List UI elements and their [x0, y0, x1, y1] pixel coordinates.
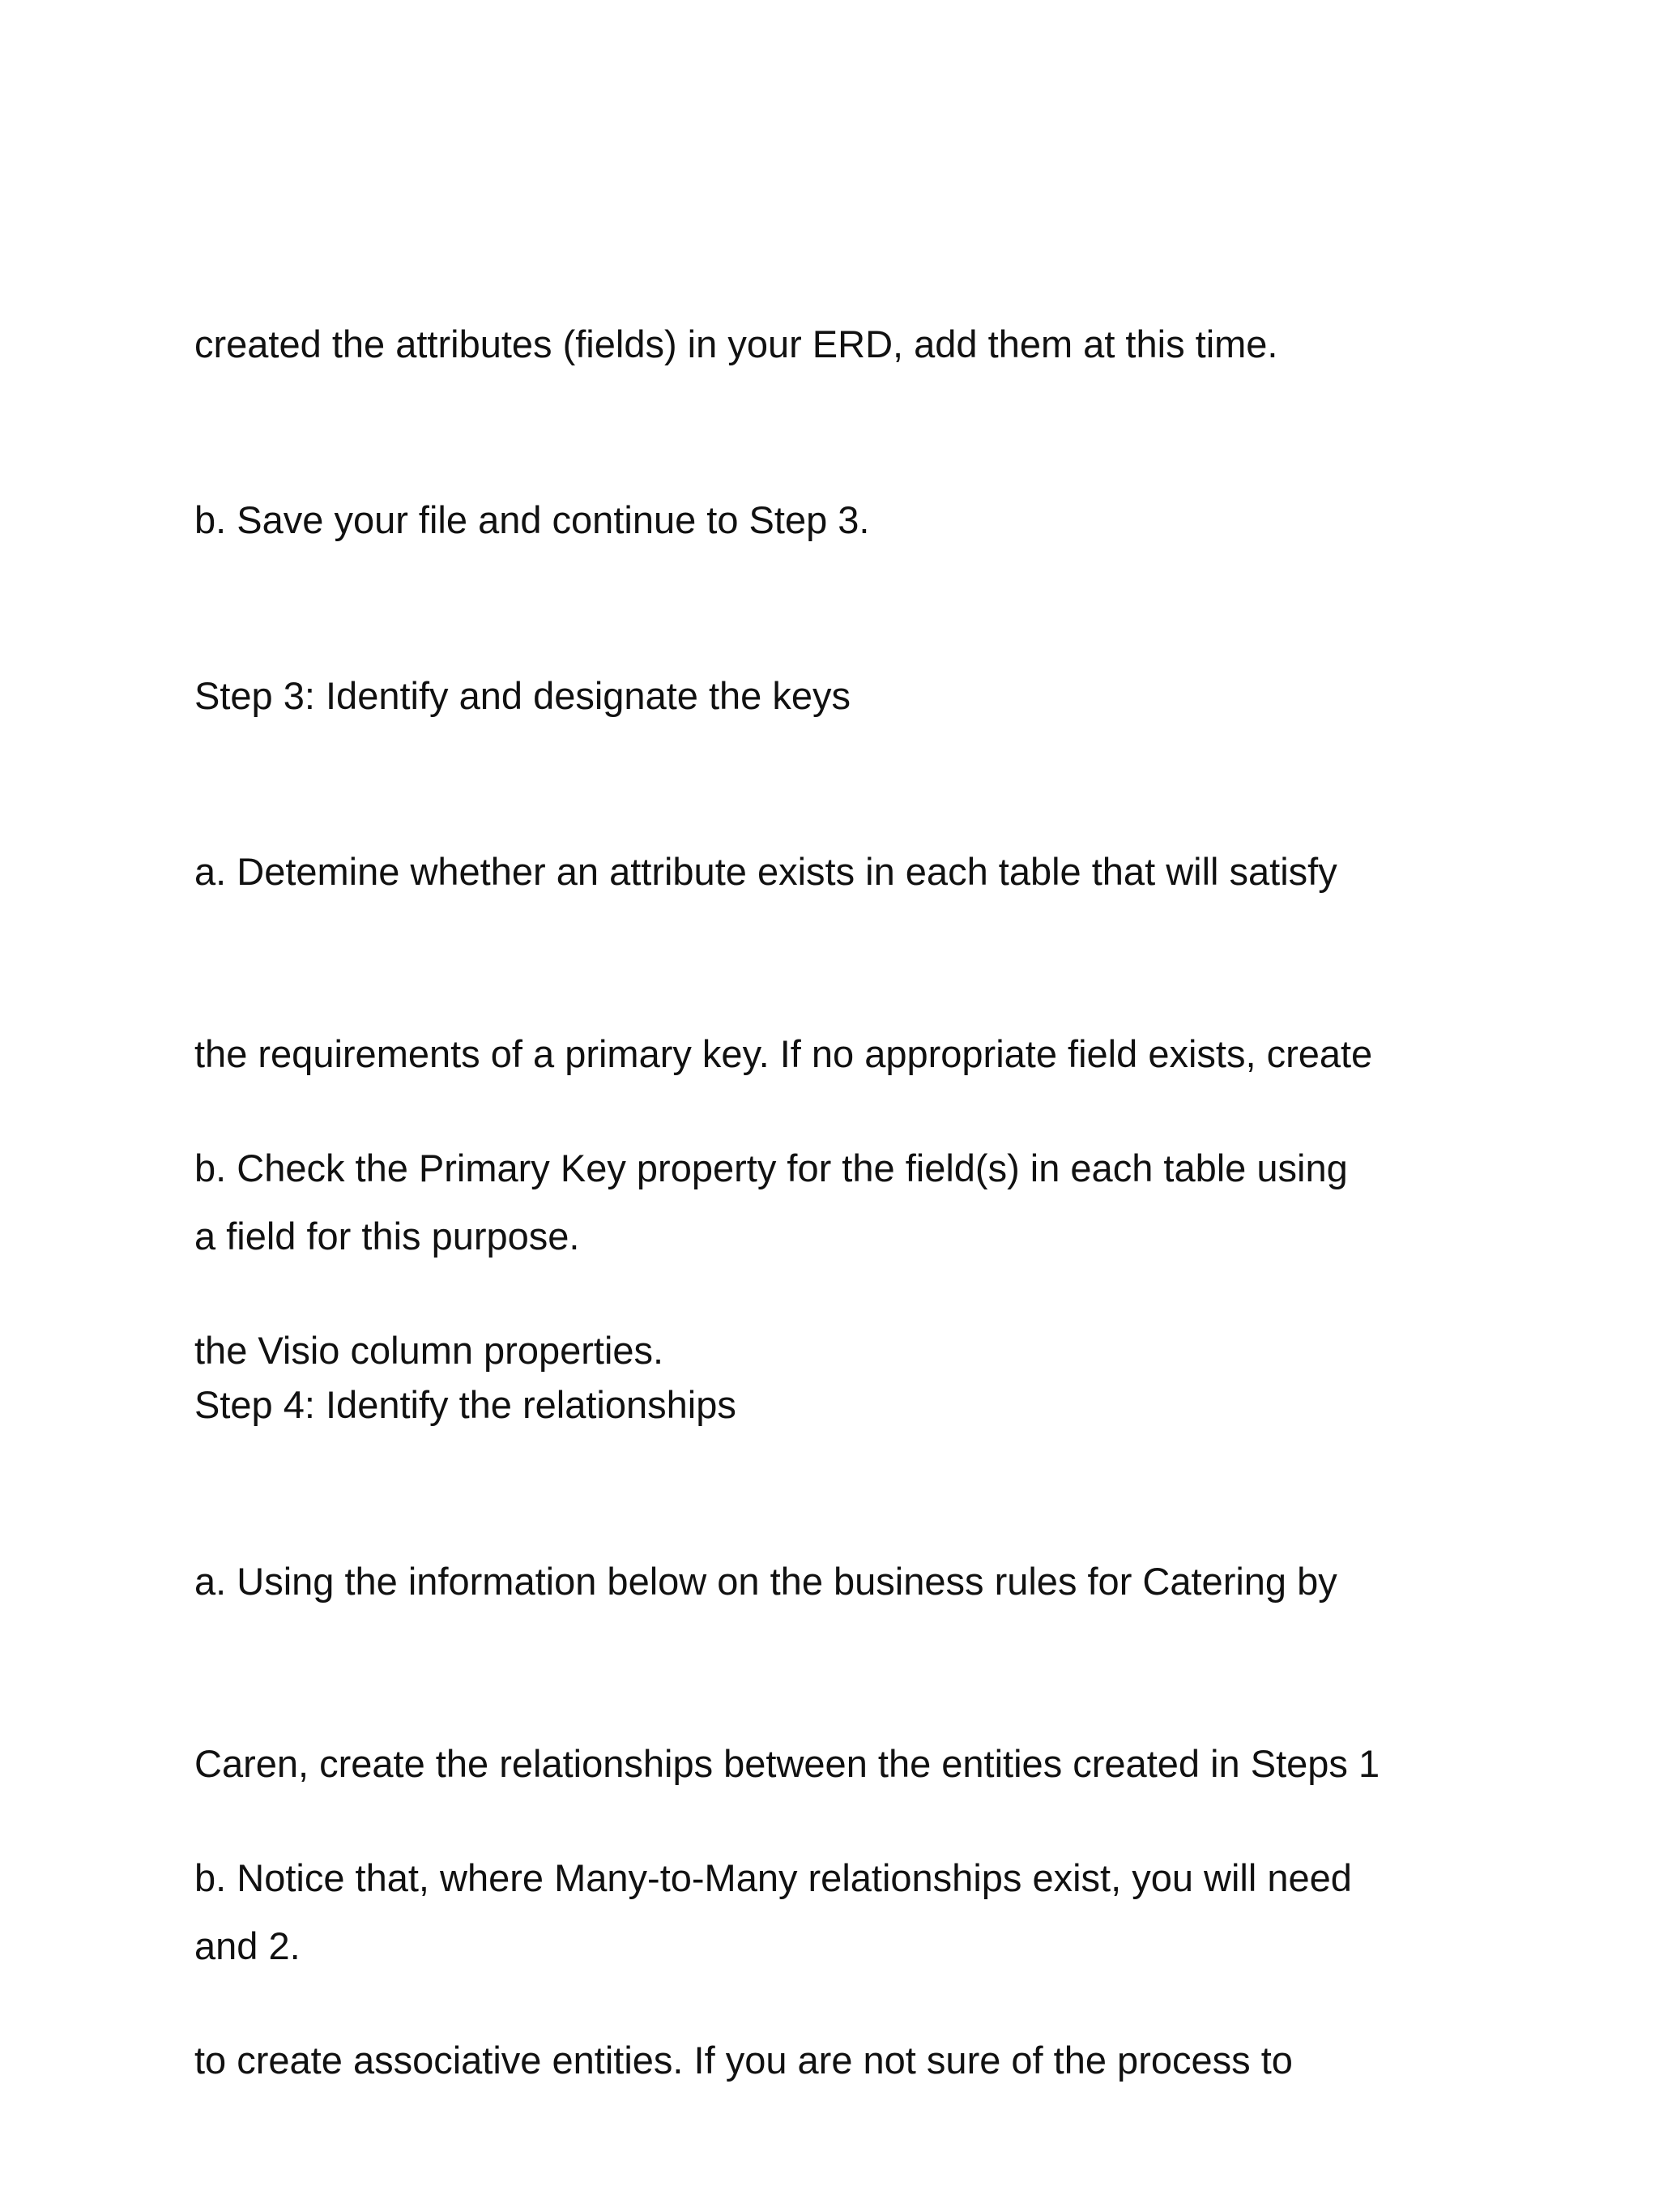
text-line: b. Check the Primary Key property for the field(s) in each table using — [194, 1147, 1348, 1189]
text-line: Caren, create the relationships between the entities created in Steps 1 — [194, 1742, 1380, 1785]
text-line: a. Using the information below on the business rules for Catering by — [194, 1560, 1337, 1603]
text-line: a field for this purpose. — [194, 1215, 580, 1258]
text-line: the Visio column properties. — [194, 1329, 664, 1372]
text-line: to create associative entities. If you are not sure of the process to — [194, 2039, 1293, 2082]
text-line: and 2. — [194, 1924, 301, 1967]
text-line: the requirements of a primary key. If no appropriate field exists, create — [194, 1032, 1373, 1075]
text-line: b. Save your file and continue to Step 3. — [194, 498, 870, 541]
text-line: Step 3: Identify and designate the keys — [194, 674, 851, 717]
text-line: a. Detemine whether an attribute exists in each table that will satisfy — [194, 850, 1337, 893]
text-line: b. Notice that, where Many-to-Many relationships exist, you will need — [194, 1856, 1352, 1899]
text-line: Step 4: Identify the relationships — [194, 1383, 736, 1426]
paragraph-associative-entities — [194, 1726, 1491, 2212]
text-line: created the attributes (fields) in your ERD, add them at this time. — [194, 322, 1278, 365]
